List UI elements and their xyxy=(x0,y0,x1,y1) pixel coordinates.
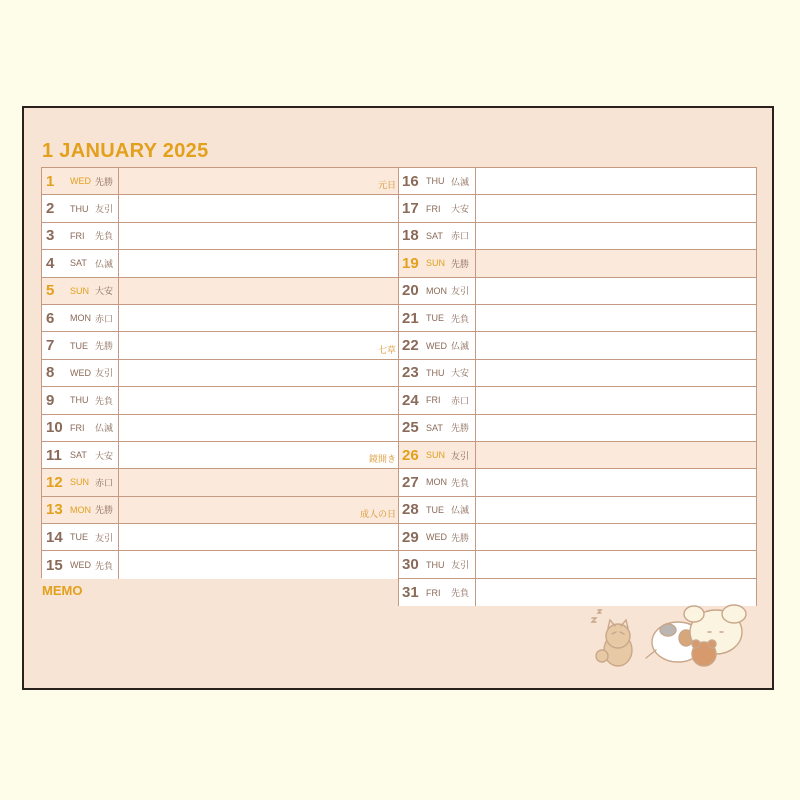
date-cell xyxy=(399,442,476,468)
rokuyo: 先勝 xyxy=(451,424,470,435)
day-row xyxy=(42,469,398,496)
day-number: 9 xyxy=(46,391,55,409)
weekday: FRI xyxy=(426,587,441,598)
day-number: 8 xyxy=(46,364,55,382)
day-number: 6 xyxy=(46,309,55,327)
day-number: 10 xyxy=(46,419,63,437)
note-cell[interactable] xyxy=(119,223,398,249)
date-cell xyxy=(399,415,476,441)
day-number: 1 xyxy=(46,172,55,190)
rokuyo: 大安 xyxy=(95,451,114,462)
day-row xyxy=(42,551,398,578)
weekday: FRI xyxy=(70,422,85,433)
weekday: SUN xyxy=(426,450,446,461)
day-number: 11 xyxy=(46,446,62,464)
day-row xyxy=(399,469,756,496)
date-cell xyxy=(399,168,476,194)
weekday: SAT xyxy=(70,258,87,269)
weekday: FRI xyxy=(426,395,441,406)
weekday: WED xyxy=(70,367,91,378)
date-cell xyxy=(399,551,476,577)
day-row xyxy=(399,387,756,414)
date-cell xyxy=(42,415,119,441)
note-cell[interactable] xyxy=(476,250,756,276)
date-cell xyxy=(42,168,119,194)
rokuyo: 仏滅 xyxy=(95,424,114,435)
weekday: TUE xyxy=(70,340,88,351)
rokuyo: 先負 xyxy=(451,589,470,600)
note-cell[interactable] xyxy=(476,223,756,249)
weekday: THU xyxy=(426,176,445,187)
day-row xyxy=(399,168,756,195)
day-number: 22 xyxy=(402,337,419,355)
date-cell xyxy=(42,360,119,386)
weekday: MON xyxy=(70,504,91,515)
note-cell[interactable] xyxy=(476,524,756,550)
day-number: 19 xyxy=(402,254,419,272)
rokuyo: 仏滅 xyxy=(95,259,114,270)
day-number: 30 xyxy=(402,556,419,574)
weekday: TUE xyxy=(70,532,88,543)
weekday: TUE xyxy=(426,313,444,324)
day-row xyxy=(42,250,398,277)
date-cell xyxy=(42,278,119,304)
day-row xyxy=(42,497,398,524)
holiday-label: 元日 xyxy=(377,181,396,192)
note-cell[interactable] xyxy=(476,551,756,577)
note-cell[interactable] xyxy=(119,168,398,194)
day-number: 17 xyxy=(402,200,419,218)
note-cell[interactable] xyxy=(119,415,398,441)
note-cell[interactable] xyxy=(119,469,398,495)
day-row xyxy=(42,442,398,469)
day-row xyxy=(42,305,398,332)
holiday-label: 鏡開き xyxy=(368,455,396,466)
day-list-right xyxy=(398,167,757,606)
rokuyo: 先勝 xyxy=(95,177,114,188)
day-number: 15 xyxy=(46,556,63,574)
day-row xyxy=(399,551,756,578)
weekday: FRI xyxy=(70,230,85,241)
day-number: 5 xyxy=(46,282,55,300)
page-title: 1 JANUARY 2025 xyxy=(42,140,209,162)
cute-animals-icon xyxy=(586,592,756,684)
note-cell[interactable] xyxy=(119,497,398,523)
note-cell[interactable] xyxy=(476,469,756,495)
date-cell xyxy=(42,551,119,578)
rokuyo: 友引 xyxy=(451,451,470,462)
note-cell[interactable] xyxy=(476,278,756,304)
day-number: 14 xyxy=(46,528,63,546)
note-cell[interactable] xyxy=(119,195,398,221)
weekday: WED xyxy=(426,340,447,351)
rokuyo: 赤口 xyxy=(451,396,470,407)
weekday: THU xyxy=(426,559,445,570)
day-number: 18 xyxy=(402,227,419,245)
rokuyo: 友引 xyxy=(95,369,114,380)
rokuyo: 赤口 xyxy=(95,478,114,489)
weekday: SUN xyxy=(70,477,90,488)
rokuyo: 大安 xyxy=(451,205,470,216)
weekday: TUE xyxy=(426,504,444,515)
weekday: SUN xyxy=(70,285,90,296)
weekday: THU xyxy=(426,367,445,378)
day-row xyxy=(42,278,398,305)
note-cell[interactable] xyxy=(476,305,756,331)
note-cell[interactable] xyxy=(476,360,756,386)
note-cell[interactable] xyxy=(119,551,398,578)
rokuyo: 仏滅 xyxy=(451,506,470,517)
day-number: 29 xyxy=(402,528,419,546)
note-cell[interactable] xyxy=(476,195,756,221)
weekday: SAT xyxy=(70,450,87,461)
note-cell[interactable] xyxy=(476,415,756,441)
day-row xyxy=(399,250,756,277)
date-cell xyxy=(399,360,476,386)
date-cell xyxy=(399,278,476,304)
weekday: SAT xyxy=(426,422,443,433)
date-cell xyxy=(42,387,119,413)
rokuyo: 先勝 xyxy=(451,533,470,544)
note-cell[interactable] xyxy=(119,360,398,386)
day-row xyxy=(42,195,398,222)
note-cell[interactable] xyxy=(119,278,398,304)
day-row xyxy=(399,360,756,387)
note-cell[interactable] xyxy=(476,387,756,413)
rokuyo: 大安 xyxy=(95,287,114,298)
day-row xyxy=(42,168,398,195)
rokuyo: 先負 xyxy=(451,478,470,489)
rokuyo: 友引 xyxy=(95,205,114,216)
date-cell xyxy=(399,195,476,221)
day-row xyxy=(399,524,756,551)
weekday: FRI xyxy=(426,203,441,214)
date-cell xyxy=(399,305,476,331)
day-number: 13 xyxy=(46,501,63,519)
rokuyo: 友引 xyxy=(95,533,114,544)
rokuyo: 先負 xyxy=(95,561,114,572)
day-number: 3 xyxy=(46,227,55,245)
rokuyo: 先勝 xyxy=(95,342,114,353)
date-cell xyxy=(399,223,476,249)
weekday: SAT xyxy=(426,230,443,241)
weekday: THU xyxy=(70,395,89,406)
day-number: 25 xyxy=(402,419,419,437)
day-number: 20 xyxy=(402,282,419,300)
date-cell xyxy=(42,524,119,550)
day-number: 24 xyxy=(402,391,419,409)
day-row xyxy=(42,223,398,250)
note-cell[interactable] xyxy=(476,332,756,358)
date-cell xyxy=(42,332,119,358)
rokuyo: 友引 xyxy=(451,561,470,572)
day-number: 21 xyxy=(402,309,419,327)
rokuyo: 赤口 xyxy=(451,232,470,243)
day-row xyxy=(399,497,756,524)
date-cell xyxy=(42,195,119,221)
note-cell[interactable] xyxy=(476,497,756,523)
rokuyo: 先負 xyxy=(95,232,114,243)
weekday: WED xyxy=(426,532,447,543)
day-number: 27 xyxy=(402,473,419,491)
day-row xyxy=(42,360,398,387)
rokuyo: 友引 xyxy=(451,287,470,298)
day-row xyxy=(42,387,398,414)
day-number: 31 xyxy=(402,584,419,602)
day-row xyxy=(42,415,398,442)
date-cell xyxy=(42,469,119,495)
day-number: 7 xyxy=(46,337,55,355)
day-row xyxy=(399,223,756,250)
date-cell xyxy=(399,332,476,358)
note-cell[interactable] xyxy=(476,168,756,194)
note-cell[interactable] xyxy=(119,250,398,276)
day-row xyxy=(399,415,756,442)
weekday: MON xyxy=(70,313,91,324)
rokuyo: 仏滅 xyxy=(451,177,470,188)
note-cell[interactable] xyxy=(119,387,398,413)
day-row xyxy=(42,332,398,359)
date-cell xyxy=(42,497,119,523)
date-cell xyxy=(399,469,476,495)
day-number: 16 xyxy=(402,172,419,190)
day-number: 23 xyxy=(402,364,419,382)
day-list-left xyxy=(41,167,399,578)
day-row xyxy=(399,332,756,359)
weekday: MON xyxy=(426,477,447,488)
rokuyo: 先勝 xyxy=(95,506,114,517)
weekday: THU xyxy=(70,203,89,214)
date-cell xyxy=(42,442,119,468)
day-number: 4 xyxy=(46,254,55,272)
day-row xyxy=(399,195,756,222)
holiday-label: 成人の日 xyxy=(359,510,396,521)
rokuyo: 大安 xyxy=(451,369,470,380)
day-row xyxy=(399,305,756,332)
rokuyo: 赤口 xyxy=(95,314,114,325)
date-cell xyxy=(399,250,476,276)
day-number: 28 xyxy=(402,501,419,519)
day-number: 12 xyxy=(46,473,63,491)
rokuyo: 仏滅 xyxy=(451,342,470,353)
note-cell[interactable] xyxy=(119,332,398,358)
day-number: 2 xyxy=(46,200,55,218)
weekday: WED xyxy=(70,560,91,571)
rokuyo: 先負 xyxy=(451,314,470,325)
weekday: MON xyxy=(426,285,447,296)
holiday-label: 七草 xyxy=(377,345,396,356)
day-row xyxy=(42,524,398,551)
day-row xyxy=(399,278,756,305)
date-cell xyxy=(42,250,119,276)
memo-label: MEMO xyxy=(42,583,83,598)
date-cell xyxy=(399,524,476,550)
note-cell[interactable] xyxy=(119,305,398,331)
day-number: 26 xyxy=(402,446,419,464)
rokuyo: 先勝 xyxy=(451,259,470,270)
note-cell[interactable] xyxy=(119,442,398,468)
weekday: SUN xyxy=(426,258,446,269)
date-cell xyxy=(42,223,119,249)
note-cell[interactable] xyxy=(476,442,756,468)
date-cell xyxy=(399,387,476,413)
date-cell xyxy=(42,305,119,331)
note-cell[interactable] xyxy=(119,524,398,550)
weekday: WED xyxy=(70,176,91,187)
day-row xyxy=(399,442,756,469)
rokuyo: 先負 xyxy=(95,396,114,407)
date-cell xyxy=(399,579,476,606)
date-cell xyxy=(399,497,476,523)
